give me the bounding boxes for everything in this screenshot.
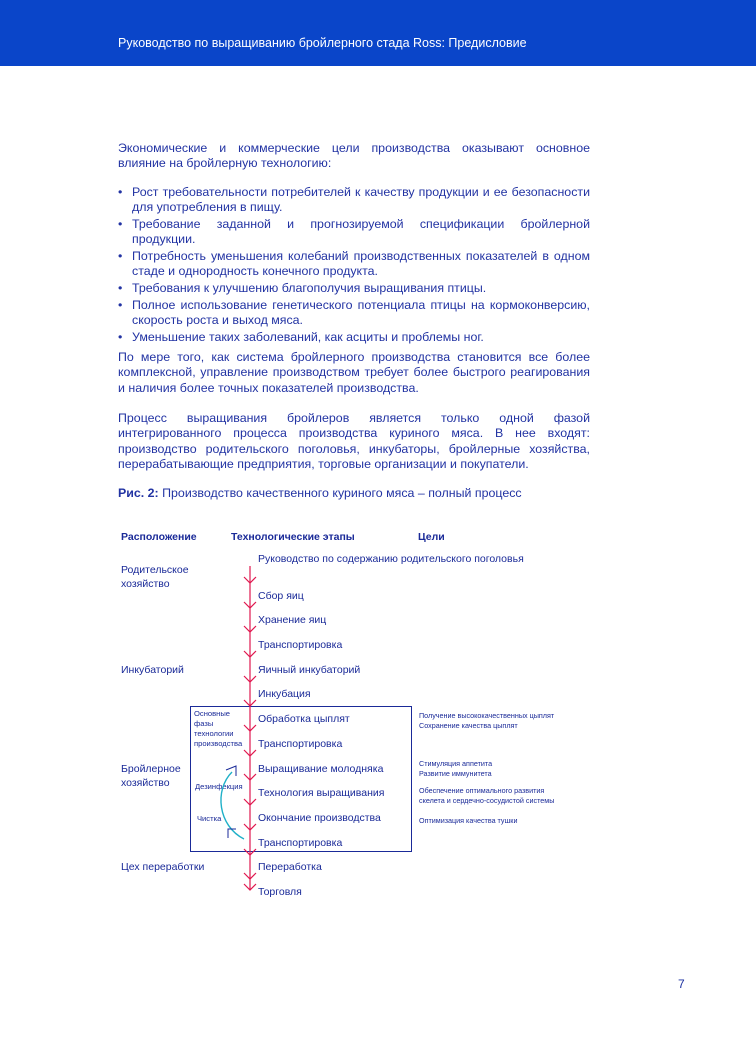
bullet-item: • Рост требовательности потребителей к качеству продукции и ее безопасности для употребления в пищу. — [118, 185, 590, 215]
flow-chevron-icon — [244, 676, 256, 682]
stage-transport-3: Транспортировка — [258, 837, 343, 849]
location-processing: Цех переработки — [121, 861, 205, 873]
stage-chick-processing: Обработка цыплят — [258, 713, 350, 725]
goal-chick-quality: Получение высококачественных цыплят — [419, 711, 555, 720]
stage-processing: Переработка — [258, 861, 322, 873]
column-header-location: Расположение — [121, 531, 197, 543]
stage-brooding: Выращивание молодняка — [258, 763, 384, 775]
stage-egg-collection: Сбор яиц — [258, 590, 304, 602]
stage-transport-1: Транспортировка — [258, 639, 343, 651]
bullet-item: • Потребность уменьшения колебаний производственных показателей в одном стаде и однородность конечного продукта. — [118, 249, 590, 279]
box-label: Основные фазы технологии производства — [194, 709, 243, 748]
goal-appetite: Стимуляция аппетита — [419, 759, 493, 768]
figure-caption-text: Производство качественного куриного мяса – полный процесс — [162, 486, 522, 500]
flow-chevron-icon — [244, 884, 256, 890]
goals-bullet-list — [118, 185, 590, 346]
stage-hatchery: Яичный инкубаторий — [258, 664, 361, 676]
goal-carcass-quality: Оптимизация качества тушки — [419, 816, 518, 825]
stage-egg-storage: Хранение яиц — [258, 614, 327, 626]
cycle-label-cleaning: Чистка — [197, 814, 222, 823]
paragraph-complexity: По мере того, как система бройлерного производства становится все более комплексной, управление производством требует более быстрого реагирования и наличия более точных показателей производства. — [118, 350, 590, 395]
goal-development-2: скелета и сердечно-сосудистой системы — [419, 796, 555, 805]
flow-chevron-icon — [244, 626, 256, 632]
goal-preserve-quality: Сохранение качества цыплят — [419, 721, 518, 730]
bullet-item: • Требование заданной и прогнозируемой спецификации бройлерной продукции. — [118, 217, 590, 247]
bullet-item: • Требования к улучшению благополучия выращивания птицы. — [118, 281, 487, 295]
stage-trade: Торговля — [258, 886, 302, 898]
goal-development-1: Обеспечение оптимального развития — [419, 786, 545, 795]
cycle-label-disinfection: Дезинфекция — [195, 782, 243, 791]
flow-chevron-icon — [244, 873, 256, 879]
stage-incubation: Инкубация — [258, 688, 311, 700]
location-parent-farm: Родительское хозяйство — [121, 564, 189, 590]
paragraph-integration: Процесс выращивания бройлеров является только одной фазой интегрированного процесса производства куриного мяса. В нее входят: производство родительского поголовья, инкубаторы, бройлерные хозяйства, перерабатывающие предприятия, торговые организации и покупатели. — [118, 411, 590, 472]
stage-transport-2: Транспортировка — [258, 738, 343, 750]
header-title: Руководство по выращиванию бройлерного стада Ross: Предисловие — [118, 36, 527, 50]
bullet-item: • Уменьшение таких заболеваний, как асциты и проблемы ног. — [118, 329, 484, 344]
goal-immunity: Развитие иммунитета — [419, 769, 492, 778]
stage-growing-technology: Технология выращивания — [258, 787, 385, 799]
figure-caption — [118, 486, 522, 500]
location-broiler-farm: Бройлерное хозяйство — [121, 763, 181, 789]
page-number: 7 — [678, 977, 685, 991]
figure-label: Рис. 2: — [118, 486, 159, 500]
flow-chevron-icon — [244, 651, 256, 657]
intro-paragraph: Экономические и коммерческие цели производства оказывают основное влияние на бройлерную технологию: — [118, 141, 590, 171]
location-hatchery: Инкубаторий — [121, 664, 184, 676]
bullet-item: • Полное использование генетического потенциала птицы на кормоконверсию, скорость роста и выход мяса. — [118, 297, 590, 327]
flow-chevron-icon — [244, 602, 256, 608]
page-header — [0, 0, 756, 66]
flow-chevron-icon — [244, 577, 256, 583]
column-header-stages: Технологические этапы — [231, 531, 355, 543]
stage-production-end: Окончание производства — [258, 812, 381, 824]
column-header-goals: Цели — [418, 531, 445, 543]
stage-parent-management: Руководство по содержанию родительского поголовья — [258, 553, 524, 565]
